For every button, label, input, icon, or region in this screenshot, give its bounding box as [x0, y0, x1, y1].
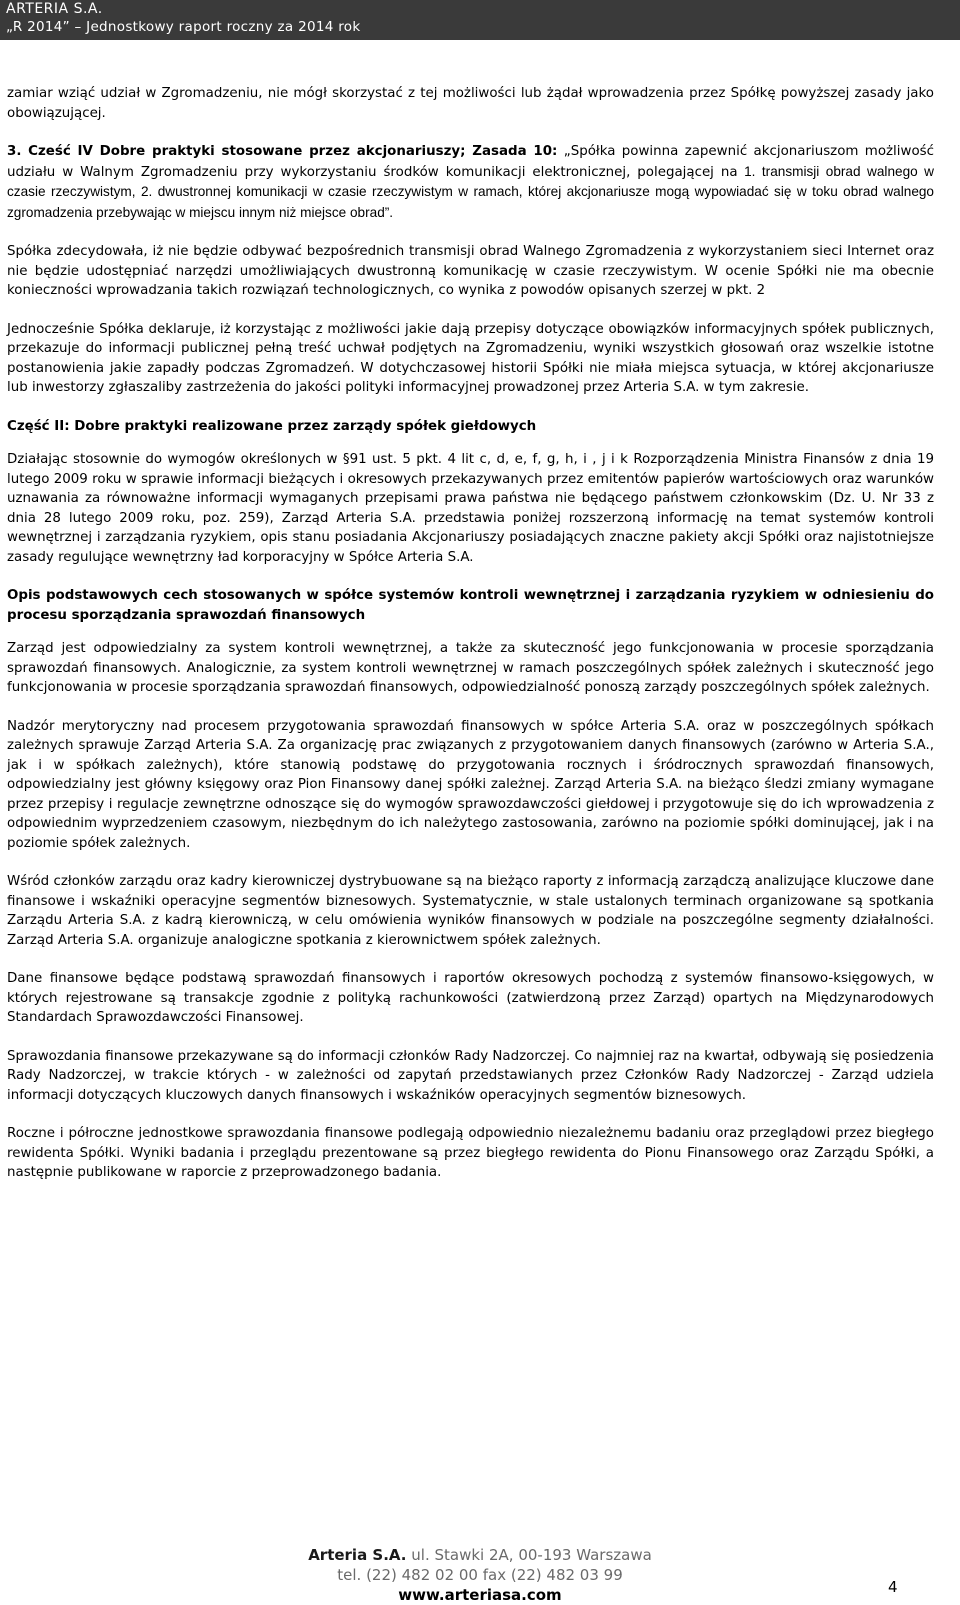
paragraph: Nadzór merytoryczny nad procesem przygotowania sprawozdań finansowych w spółce Arteria S.A. oraz w poszczególnych spółkach zależnych sprawuje Zarząd Arteria S.A. Za organizację prac związanych z przygotowaniem danych finansowych (zarówno w Arteria S.A., jak i w spółkach zależnych), które stanowią podstawę do przygotowania rocznych i śródrocznych sprawozdań finansowych, odpowiedzialny jest główny księgowy oraz Pion Finansowy danej spółki zależnej. Zarząd Arteria S.A. na bieżąco śledzi zmiany wymagane przez przepisy i regulacje zewnętrzne odnoszące się do wymogów sprawozdawczości giełdowej i przygotowuje się do ich wprowadzenia z odpowiednim wyprzedzeniem czasowym, niezbędnym do ich należytego zastosowania, zarówno na poziomie spółki dominującej, jak i na poziomie spółek zależnych. — [7, 718, 934, 851]
paragraph: Wśród członków zarządu oraz kadry kierowniczej dystrybuowane są na bieżąco raporty z informacją zarządczą analizujące kluczowe dane finansowe i wskaźniki operacyjne segmentów biznesowych. Systematycznie, w stale ustalonych terminach organizowane są spotkania Zarządu Arteria S.A. z kadrą kierowniczą, w celu omówienia wyników finansowych w podziale na poszczególne segmenty działalności. Zarząd Arteria S.A. organizuje analogiczne spotkania z kierownictwem spółek zależnych. — [7, 874, 934, 948]
header-company: ARTERIA S.A. — [6, 1, 103, 17]
page-header — [0, 0, 960, 40]
document-body — [7, 84, 934, 1202]
paragraph: Sprawozdania finansowe przekazywane są do informacji członków Rady Nadzorczej. Co najmniej raz na kwartał, odbywają się posiedzenia Rady Nadzorczej, w trakcie których - w zależności od zapytań przedstawianych przez Członków Rady Nadzorczej - Zarząd udziela informacji dotyczących kluczowych danych finansowych i wskaźników operacyjnych segmentów biznesowych. — [7, 1048, 934, 1103]
paragraph: Działając stosownie do wymogów określonych w §91 ust. 5 pkt. 4 lit c, d, e, f, g, h, i , j i k Rozporządzenia Ministra Finansów z dnia 19 lutego 2009 roku w sprawie informacji bieżących i okresowych przekazywanych przez emitentów papierów wartościowych oraz warunków uznawania za równoważne informacji wymaganych przepisami prawa państwa nie będącego państwem członkowskim (Dz. U. Nr 33 z dnia 28 lutego 2009 roku, poz. 259), Zarząd Arteria S.A. przedstawia poniżej rozszerzoną informację na temat systemów kontroli wewnętrznej i zarządzania ryzykiem, opis stanu posiadania Akcjonariuszy posiadających znaczne pakiety akcji Spółki oraz najistotniejsze zasady regulujące wewnętrzny ład korporacyjny w Spółce Arteria S.A. — [7, 452, 934, 565]
footer-address-line — [0, 1545, 960, 1565]
footer-address: ul. Stawki 2A, 00-193 Warszawa — [406, 1546, 652, 1564]
paragraph: zamiar wziąć udział w Zgromadzeniu, nie mógł skorzystać z tej możliwości lub żądał wprowadzenia przez Spółkę powyższej zasady jako obowiązującej. — [7, 86, 934, 121]
section-heading: Część II: Dobre praktyki realizowane przez zarządy spółek giełdowych — [7, 418, 537, 434]
section-heading: Opis podstawowych cech stosowanych w spółce systemów kontroli wewnętrznej i zarządzania ryzykiem w odniesieniu do procesu sporządzania sprawozdań finansowych — [7, 588, 934, 623]
paragraph: Zarząd jest odpowiedzialny za system kontroli wewnętrznej, a także za skuteczność jego funkcjonowania w procesie sporządzania sprawozdań finansowych. Analogicznie, za system kontroli wewnętrznej w ramach poszczególnych spółek zależnych i skuteczność jego funkcjonowania w procesie sporządzania sprawozdań finansowych, odpowiedzialność ponoszą zarządy poszczególnych spółek zależnych. — [7, 641, 934, 695]
zasada-text-continued: 1. transmisji obrad walnego w czasie rzeczywistym, 2. dwustronnej komunikacji w czasie rzeczywistym w ramach, której akcjonariusze mogą wypowiadać się w toku obrad walnego zgromadzenia przebywając w miejscu innym niż miejsce obrad”. — [7, 163, 934, 220]
paragraph-zasada-10 — [7, 142, 934, 223]
footer-url: www.arteriasa.com — [398, 1586, 562, 1604]
paragraph: Dane finansowe będące podstawą sprawozdań finansowych i raportów okresowych pochodzą z systemów finansowo-księgowych, w których rejestrowane są transakcje zgodnie z polityką rachunkowości (zatwierdzoną przez Zarząd) opartych na Międzynarodowych Standardach Sprawozdawczości Finansowej. — [7, 971, 934, 1025]
header-subtitle: „R 2014” – Jednostkowy raport roczny za 2014 rok — [6, 19, 361, 35]
zasada-text: „Spółka powinna zapewnić akcjonariuszom możliwość udziału w Walnym Zgromadzeniu przy wykorzystaniu środków komunikacji elektronicznej, polegającej na — [7, 144, 934, 180]
paragraph: Jednocześnie Spółka deklaruje, iż korzystając z możliwości jakie dają przepisy dotyczące obowiązków informacyjnych spółek publicznych, przekazuje do informacji publicznej pełną treść uchwał podjętych na Zgromadzeniu, wyniki wszystkich głosowań oraz wszelkie istotne postanowienia jakie zapadły podczas Zgromadzeń. W dotychczasowej historii Spółki nie miała miejsca sytuacja, w której akcjonariusze lub inwestorzy zgłaszaliby zastrzeżenia do jakości polityki informacyjnej prowadzonej przez Arteria S.A. w tym zakresie. — [7, 321, 934, 395]
zasada-heading: 3. Cześć IV Dobre praktyki stosowane przez akcjonariuszy; Zasada 10: — [7, 144, 558, 159]
page-number: 4 — [888, 1578, 898, 1596]
footer-phone: tel. (22) 482 02 00 fax (22) 482 03 99 — [337, 1566, 623, 1584]
page-footer — [0, 1545, 960, 1605]
paragraph: Roczne i półroczne jednostkowe sprawozdania finansowe podlegają odpowiednio niezależnemu badaniu oraz przeglądowi przez biegłego rewidenta Spółki. Wyniki badania i przeglądu prezentowane są przez biegłego rewidenta do Pionu Finansowego oraz Zarządu Spółki, a następnie publikowane w raporcie z przeprowadzonego badania. — [7, 1126, 934, 1180]
footer-company: Arteria S.A. — [308, 1546, 407, 1564]
paragraph: Spółka zdecydowała, iż nie będzie odbywać bezpośrednich transmisji obrad Walnego Zgromadzenia z wykorzystaniem sieci Internet oraz nie będzie udostępniać narzędzi umożliwiających dwustronną komunikację w czasie rzeczywistym. W ocenie Spółki nie ma obecnie konieczności wprowadzania takich rozwiązań technologicznych, co wynika z powodów opisanych szerzej w pkt. 2 — [7, 244, 934, 298]
